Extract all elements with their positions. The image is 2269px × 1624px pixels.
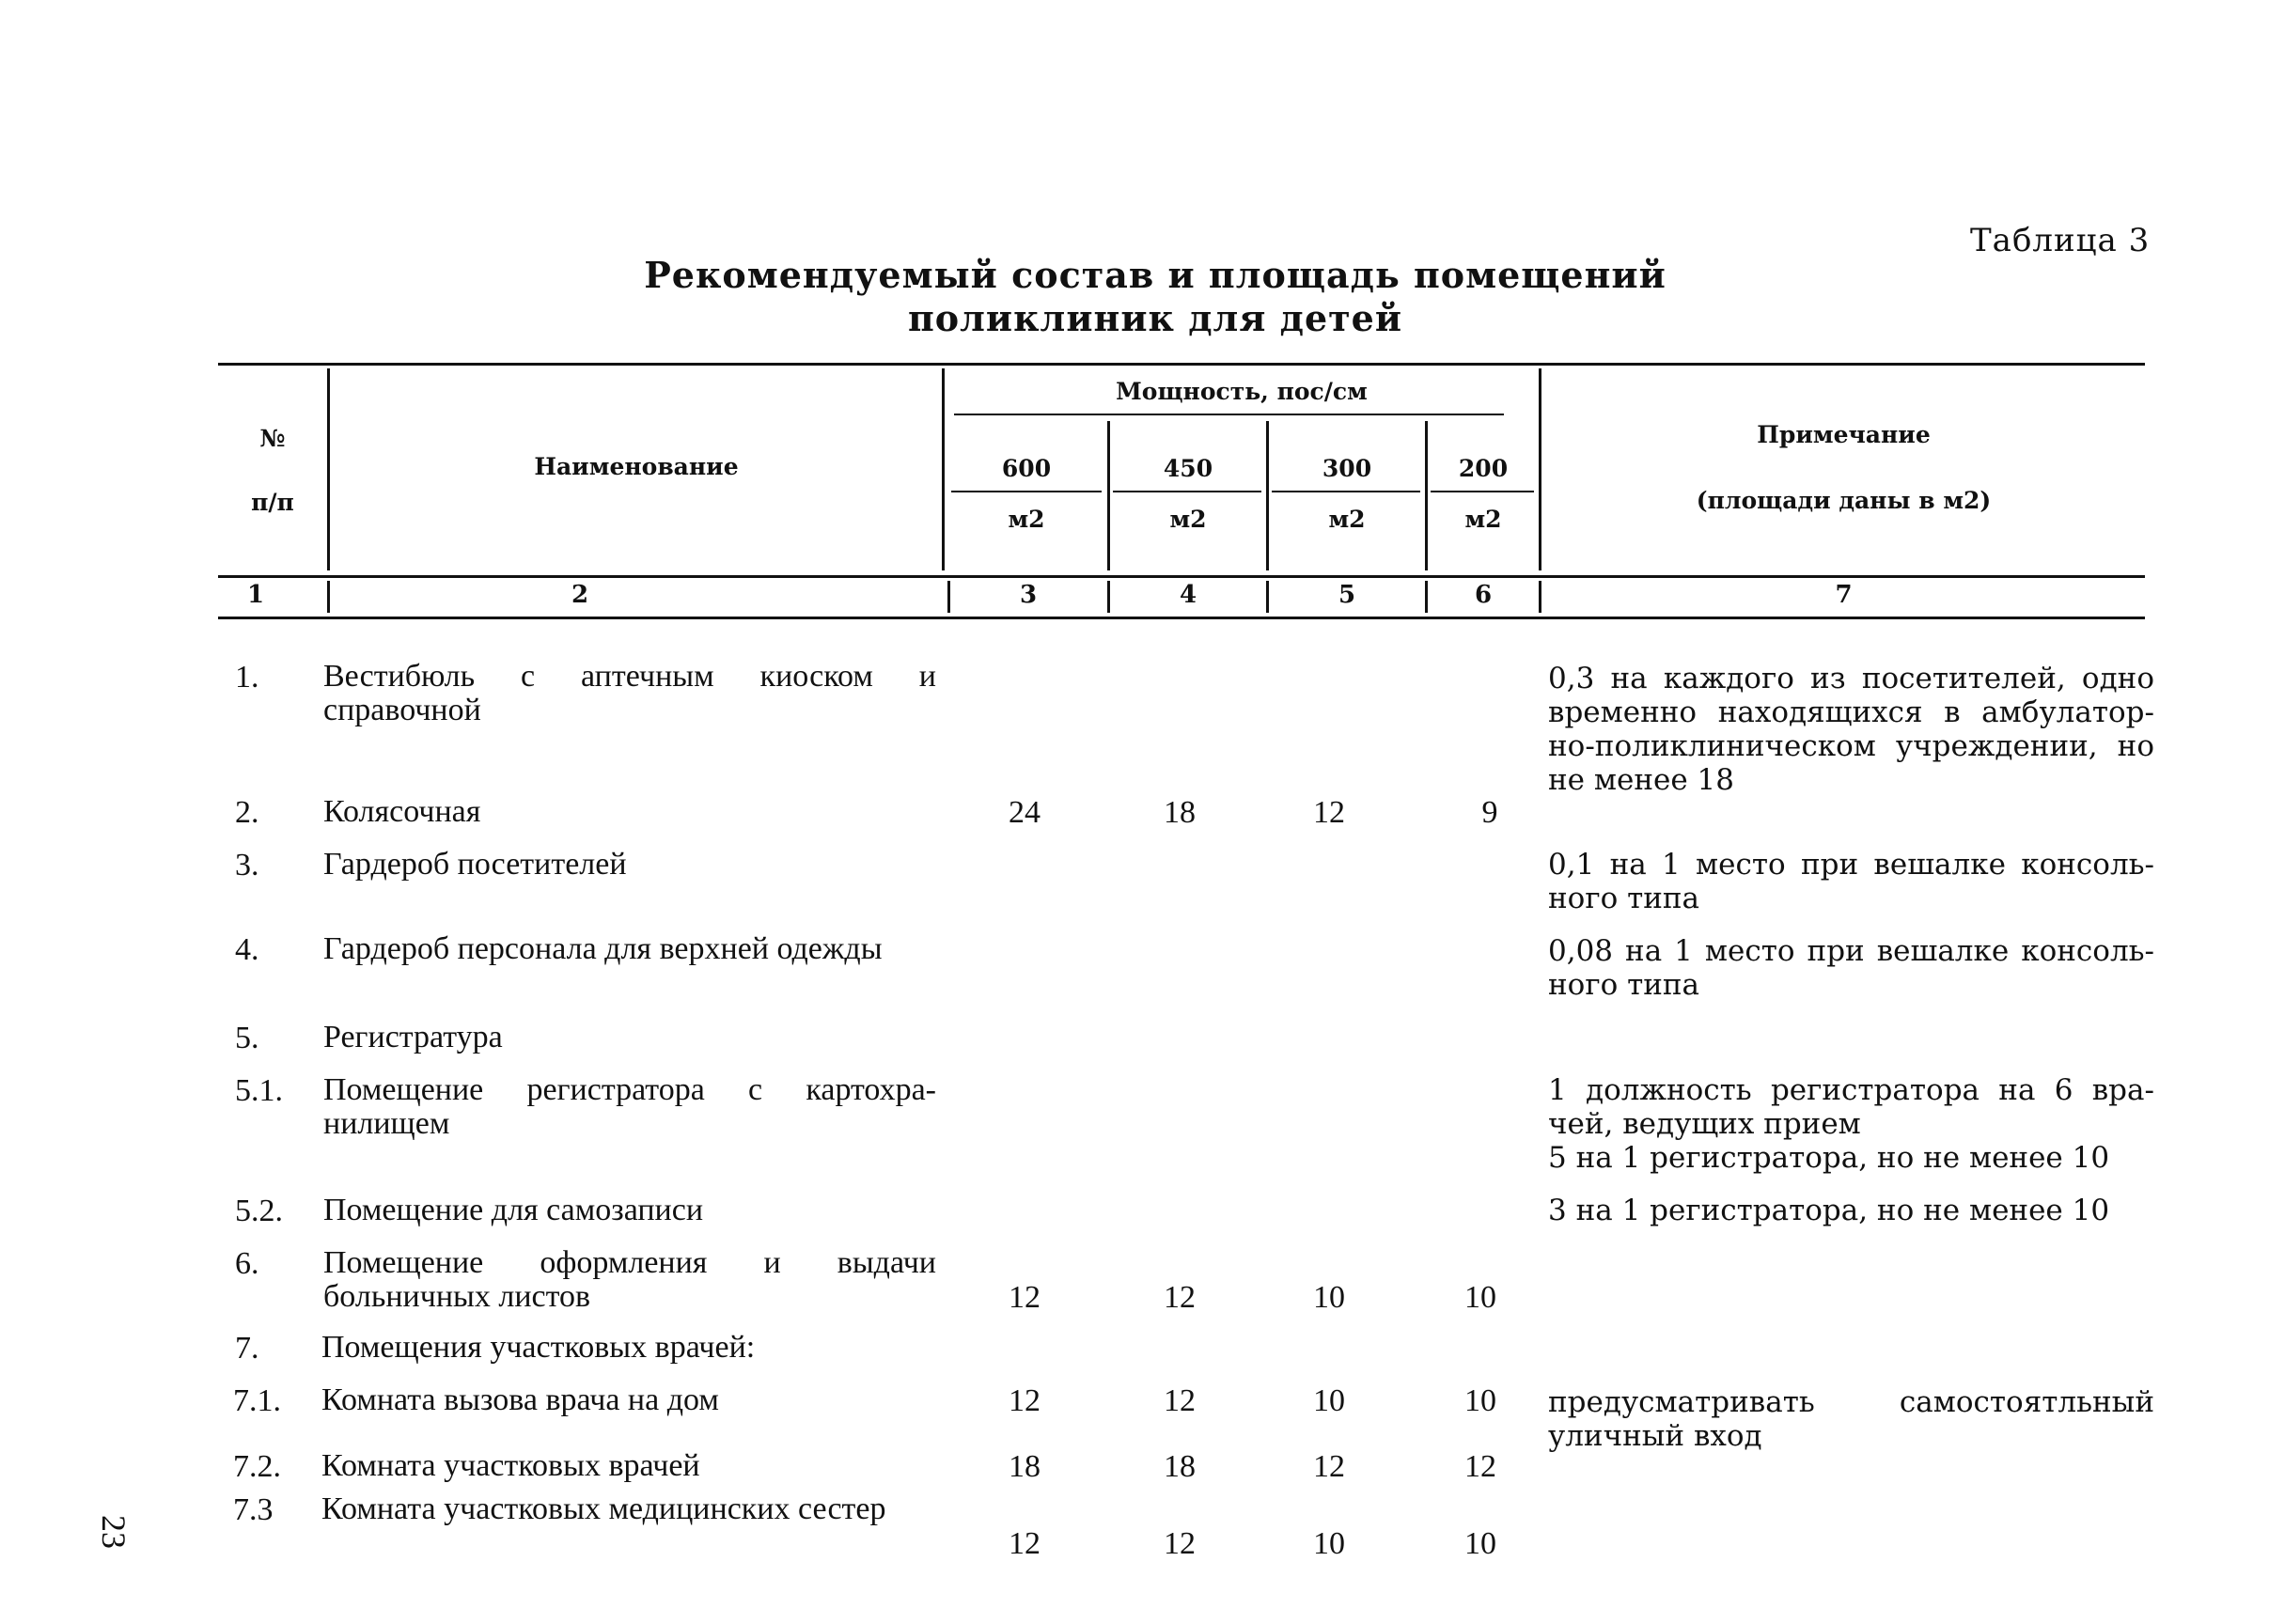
row-value-600: 18 (1009, 1449, 1041, 1484)
header-divider (1539, 368, 1541, 570)
row-number: 3. (235, 848, 259, 882)
row-number: 6. (235, 1246, 259, 1281)
row-number: 2. (235, 795, 259, 830)
header-no: № (259, 425, 286, 452)
header-note-sub: (площади даны в м2) (1696, 487, 1992, 514)
header-no-sub: п/п (251, 489, 294, 516)
header-capacity-300: 300 (1322, 455, 1372, 482)
row-name: Комната участковых медицинских сестер (321, 1491, 886, 1526)
row-name: Помещение оформления и выдачи больничных листов (323, 1245, 936, 1314)
header-unit: м2 (1464, 506, 1502, 533)
row-value-300: 10 (1313, 1280, 1345, 1315)
row-value-300: 12 (1313, 795, 1345, 830)
colnum-divider (1539, 581, 1541, 613)
row-name: Комната вызова врача на дом (321, 1382, 719, 1417)
header-unit: м2 (1008, 506, 1045, 533)
column-number: 2 (571, 581, 589, 609)
row-note: 1 должность регистратора на 6 вра-чей, ведущих прием (1548, 1073, 2154, 1141)
row-number: 1. (235, 660, 259, 695)
row-number: 7. (235, 1331, 259, 1366)
unit-underline (1272, 491, 1420, 492)
header-bottom-rule (218, 575, 2145, 578)
row-value-200: 12 (1464, 1449, 1496, 1484)
row-name: Гардероб посетителей (323, 847, 627, 882)
row-name: Помещение для самозаписи (323, 1193, 704, 1227)
header-divider (1266, 421, 1269, 570)
row-value-300: 10 (1313, 1526, 1345, 1561)
row-name: Комната участковых врачей (321, 1448, 700, 1483)
column-number: 6 (1474, 581, 1493, 609)
row-value-300: 10 (1313, 1383, 1345, 1418)
row-number: 5. (235, 1021, 259, 1055)
header-note: Примечание (1757, 421, 1931, 448)
page-title: Рекомендуемый состав и площадь помещений (644, 254, 1667, 296)
row-value-600: 12 (1009, 1383, 1041, 1418)
unit-underline (951, 491, 1102, 492)
header-name: Наименование (534, 453, 739, 480)
row-number: 7.2. (233, 1449, 281, 1484)
row-name: Помещения участковых врачей: (321, 1330, 756, 1365)
row-value-200: 10 (1464, 1280, 1496, 1315)
column-number: 4 (1179, 581, 1197, 609)
header-divider (1425, 421, 1428, 570)
header-capacity-600: 600 (1001, 455, 1052, 482)
row-note: предусматривать самостоятльный уличный вход (1548, 1385, 2154, 1453)
header-divider (1107, 421, 1110, 570)
row-value-200: 9 (1481, 795, 1498, 830)
row-number: 5.2. (235, 1194, 283, 1228)
header-divider (942, 368, 945, 570)
row-value-600: 24 (1009, 795, 1041, 830)
row-value-200: 10 (1464, 1526, 1496, 1561)
table-top-rule (218, 363, 2145, 366)
row-value-300: 12 (1313, 1449, 1345, 1484)
row-name: Помещение регистратора с картохра-нилищем (323, 1072, 936, 1141)
row-name: Регистратура (323, 1020, 503, 1054)
column-numbers-bottom-rule (218, 617, 2145, 619)
row-value-450: 12 (1164, 1526, 1196, 1561)
column-number: 3 (1019, 581, 1038, 609)
row-value-450: 12 (1164, 1383, 1196, 1418)
row-name: Гардероб персонала для верхней одежды (323, 931, 883, 966)
row-number: 4. (235, 932, 259, 967)
page-number: 23 (95, 1515, 133, 1549)
row-note: 0,3 на каждого из посетителей, одно временно находящихся в амбулатор-но-поликлиническом учреждении, но не менее 18 (1548, 662, 2154, 797)
column-number: 7 (1835, 581, 1853, 609)
header-capacity: Мощность, пос/см (1116, 378, 1368, 405)
unit-underline (1113, 491, 1261, 492)
row-number: 7.1. (233, 1383, 281, 1418)
header-unit: м2 (1328, 506, 1366, 533)
unit-underline (1431, 491, 1534, 492)
colnum-divider (327, 581, 330, 613)
header-divider (327, 368, 330, 570)
row-value-200: 10 (1464, 1383, 1496, 1418)
column-number: 5 (1338, 581, 1356, 609)
column-number: 1 (246, 581, 265, 609)
capacity-underline (954, 414, 1504, 415)
row-number: 7.3 (233, 1492, 274, 1527)
header-unit: м2 (1169, 506, 1207, 533)
row-value-450: 18 (1164, 795, 1196, 830)
row-name: Вестибюль с аптечным киоском и справочной (323, 659, 936, 727)
table-label: Таблица 3 (1970, 222, 2151, 259)
header-capacity-450: 450 (1163, 455, 1213, 482)
page-subtitle: поликлиник для детей (907, 297, 1403, 339)
row-name: Колясочная (323, 794, 481, 829)
row-value-600: 12 (1009, 1526, 1041, 1561)
row-note: 0,1 на 1 место при вешалке консоль-ного типа (1548, 848, 2154, 915)
row-note: 0,08 на 1 место при вешалке консоль-ного типа (1548, 934, 2154, 1002)
row-number: 5.1. (235, 1073, 283, 1108)
header-capacity-200: 200 (1458, 455, 1509, 482)
row-value-450: 18 (1164, 1449, 1196, 1484)
row-value-600: 12 (1009, 1280, 1041, 1315)
row-note: 5 на 1 регистратора, но не менее 10 (1548, 1141, 2110, 1175)
row-note: 3 на 1 регистратора, но не менее 10 (1548, 1194, 2110, 1227)
row-value-450: 12 (1164, 1280, 1196, 1315)
